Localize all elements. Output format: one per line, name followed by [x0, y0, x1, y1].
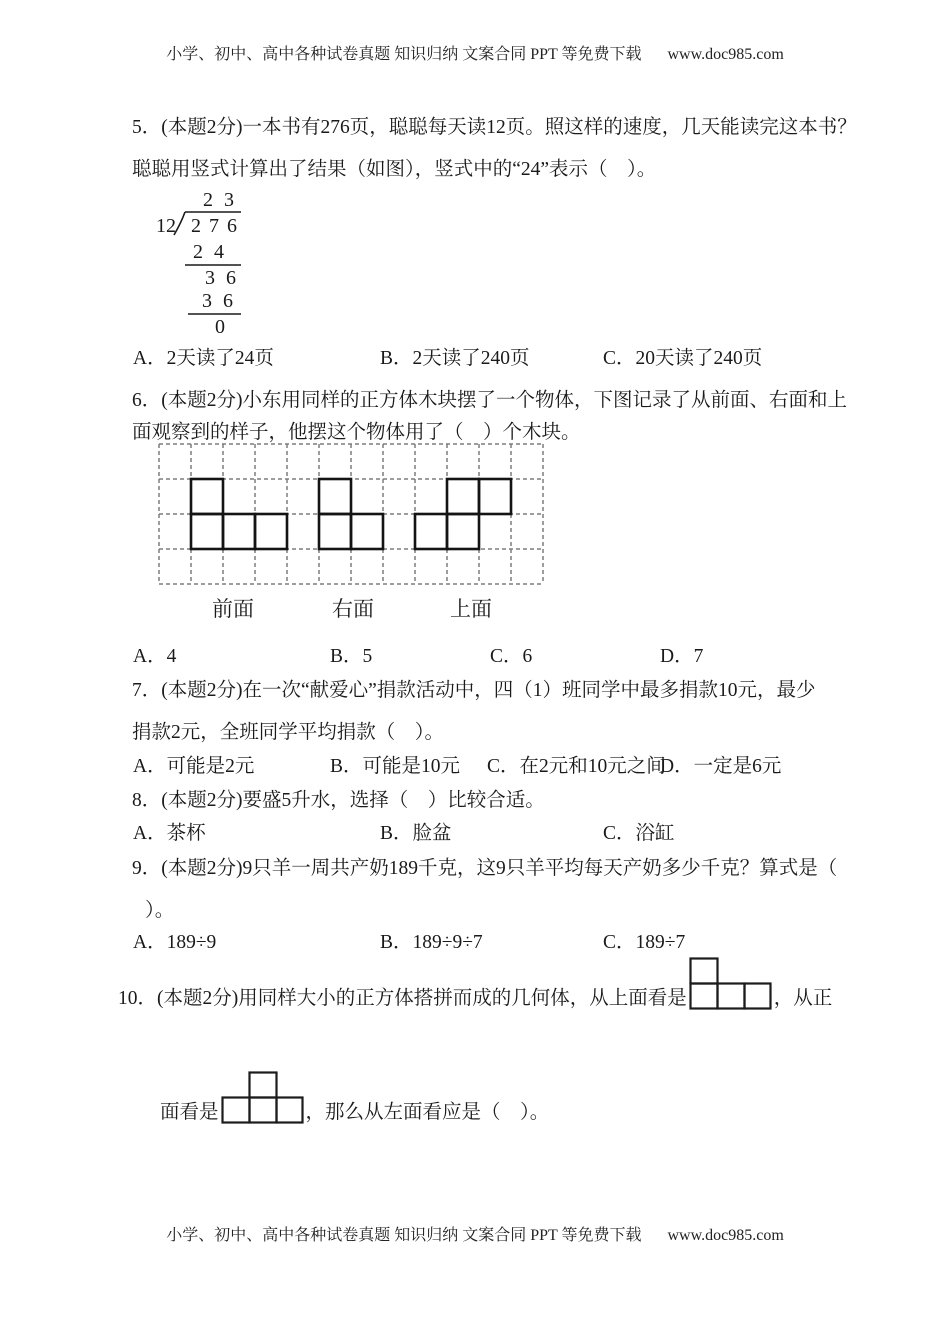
division-quotient: 2 3 — [203, 189, 237, 211]
q9-line1: 9．(本题2分)9只羊一周共产奶189千克，这9只羊平均每天产奶多少千克？算式是（ — [132, 858, 838, 879]
q7-option-a: A．可能是2元 — [133, 756, 255, 777]
q7-options — [133, 755, 781, 779]
q7-line1: 7．(本题2分)在一次“献爱心”捐款活动中，四（1）班同学中最多捐款10元，最少 — [132, 680, 816, 701]
q10-text1: 10．(本题2分)用同样大小的正方体搭拼而成的几何体，从上面看是 — [118, 988, 687, 1009]
q5-line2: 聪聪用竖式计算出了结果（如图），竖式中的“24”表示（ ）。 — [132, 159, 657, 180]
q5-option-c: C．20天读了240页 — [603, 348, 763, 369]
q10-line2 — [160, 1071, 549, 1125]
q6-option-c: C．6 — [490, 646, 533, 667]
q6-line2: 面观察到的样子，他摆这个物体用了（ ）个木块。 — [132, 422, 581, 443]
footer-url: www.doc985.com — [667, 1227, 784, 1244]
page-header — [0, 41, 950, 64]
q8-line1: 8．(本题2分)要盛5升水，选择（ ）比较合适。 — [132, 790, 545, 811]
q9-options — [133, 931, 685, 955]
q10-front-view-figure — [221, 1071, 304, 1125]
right-view-label: 右面 — [332, 597, 374, 621]
q6-option-d: D．7 — [660, 646, 704, 667]
q7-option-d: D．一定是6元 — [660, 756, 782, 777]
division-dividend: 2 7 6 — [191, 215, 239, 237]
right-view-shape — [319, 479, 383, 549]
q8-option-b: B．脸盆 — [380, 823, 452, 844]
division-remainder: 0 — [215, 316, 225, 336]
q6-option-a: A．4 — [133, 646, 177, 667]
q10-text2: ，从正 — [773, 988, 833, 1009]
page-footer — [0, 1222, 950, 1245]
top-view-shape — [415, 479, 511, 549]
q9-option-a: A．189÷9 — [133, 932, 217, 953]
division-diff1: 3 6 — [205, 267, 239, 289]
long-division-figure — [155, 188, 255, 336]
division-product2: 3 6 — [202, 290, 236, 312]
q8-options — [133, 822, 675, 846]
three-views-grid-figure — [158, 443, 546, 623]
q5-line1: 5．(本题2分)一本书有276页，聪聪每天读12页。照这样的速度，几天能读完这本书？ — [132, 117, 857, 138]
q6-options — [133, 645, 703, 669]
division-product1: 2 4 — [193, 241, 227, 263]
q7-line2: 捐款2元，全班同学平均捐款（ ）。 — [132, 722, 445, 743]
front-view-shape — [191, 479, 287, 549]
q9-option-b: B．189÷9÷7 — [380, 932, 483, 953]
q5-option-a: A．2天读了24页 — [133, 348, 274, 369]
front-view-label: 前面 — [212, 597, 254, 621]
q7-option-c: C．在2元和10元之间 — [487, 756, 666, 777]
q5-option-b: B．2天读了240页 — [380, 348, 530, 369]
q10-line1 — [118, 957, 832, 1011]
q9-option-c: C．189÷7 — [603, 932, 686, 953]
header-url: www.doc985.com — [667, 46, 784, 63]
q8-option-a: A．茶杯 — [133, 823, 206, 844]
footer-text: 小学、初中、高中各种试卷真题 知识归纳 文案合同 PPT 等免费下载 — [166, 1227, 642, 1244]
q7-option-b: B．可能是10元 — [330, 756, 461, 777]
top-view-label: 上面 — [450, 597, 492, 621]
header-text: 小学、初中、高中各种试卷真题 知识归纳 文案合同 PPT 等免费下载 — [166, 46, 642, 63]
q6-line1: 6．(本题2分)小东用同样的正方体木块摆了一个物体，下图记录了从前面、右面和上 — [132, 390, 847, 411]
division-divisor: 12 — [156, 215, 176, 237]
q10-text3: 面看是 — [160, 1102, 219, 1123]
q10-text4: ，那么从左面看应是（ ）。 — [305, 1102, 550, 1123]
q8-option-c: C．浴缸 — [603, 823, 675, 844]
q5-options — [133, 347, 762, 371]
q10-top-view-figure — [689, 957, 772, 1011]
q9-line2: ）。 — [145, 900, 175, 921]
q6-option-b: B．5 — [330, 646, 373, 667]
